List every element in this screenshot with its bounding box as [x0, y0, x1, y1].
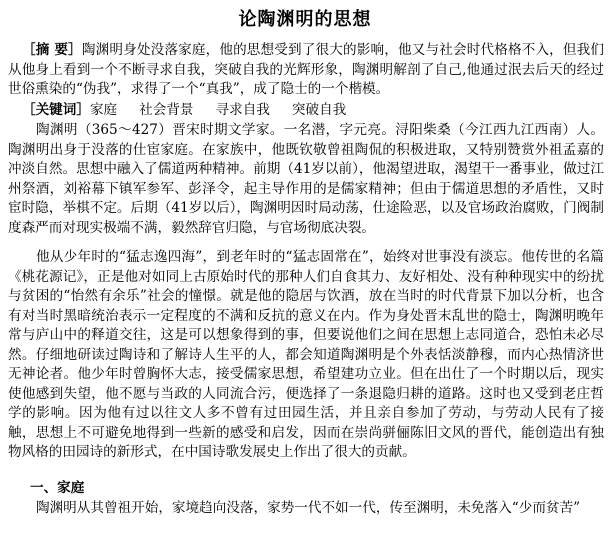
keywords-line: [22, 101, 602, 121]
body-paragraph: 陶渊明（365～427）晋宋时期文学家。一名潜，字元亮。浔阳柴桑（今江西九江西南）人。陶渊明出身于没落的仕宦家庭。在家族中，他既钦敬曾祖陶侃的积极进取，又特别赞赏外祖孟嘉的冲淡自然。思想中融入了儒道两种精神。前期（41岁以前），他渴望进取，渴望干一番事业，做过江州祭酒，刘裕幕下镇军参军、彭泽令，起主导作用的是儒家精神；但由于儒道思想的矛盾性，又时宦时隐，举棋不定。后期（41岁以后），陶渊明因时局动荡，仕途险恶，以及官场政治腐败，门阀制度森严而对现实极端不满，毅然辞官归隐，与官场彻底决裂。: [8, 122, 604, 236]
keyword-item: 寻求自我: [215, 102, 270, 118]
body-paragraph: 他从少年时的“猛志逸四海”，到老年时的“猛志固常在”，始终对世事没有淡忘。他传世的名篇《桃花源记》，正是他对如同上古原始时代的那种人们自食其力、友好相处、没有种种现实中的纷扰与贫困的“怡然有余乐”社会的憧憬。就是他的隐居与饮酒，放在当时的时代背景下加以分析，也含有对当时黑暗统治表示一定程度的不满和反抗的意义在内。作为身处晋末乱世的隐士，陶渊明晚年常与庐山中的释道交往，这是可以想象得到的事，但要说他们之间在思想上志同道合，恐怕未必尽然。仔细地研读过陶诗和了解诗人生平的人，都会知道陶渊明是个外表恬淡静穆，而内心热情济世无神论者。他少年时曾胸怀大志，接受儒家思想，希望建功立业。但在出仕了一个时期以后，现实使他感到失望，他不愿与当政的人同流合污，便选择了一条退隐归耕的道路。这时也又受到老庄哲学的影响。因为他有过以往文人多不曾有过田园生活，并且亲自参加了劳动，与劳动人民有了接触，思想上不可避免地得到一些新的感受和启发，因而在崇尚骈俪陈旧文风的晋代，能创造出有独物风格的田园诗的新形式，在中国诗歌发展史上作出了很大的贡献。: [8, 249, 604, 460]
abstract-paragraph: [8, 41, 604, 100]
keyword-item: 突破自我: [291, 102, 347, 118]
keyword-item: 社会背景: [139, 102, 194, 118]
abstract-text: 陶渊明身处没落家庭，他的思想受到了很大的影响，他又与社会时代格格不入，但我们从他身上看到一个不断寻求自我，突破自我的光辉形象，陶渊明解剖了自己,他通过泯去后天的经过世俗熏染的“伪我”，求得了一个“真我”，成了隐士的一个楷模。: [8, 42, 605, 97]
section-paragraph: 陶渊明从其曾祖开始，家境趋向没落，家势一代不如一代，传至渊明，未免落入“少而贫苦”: [36, 500, 581, 516]
section-heading: 一、家庭: [30, 480, 85, 496]
document-title: 论陶渊明的思想: [238, 9, 372, 30]
keywords-label: ［关键词］: [22, 102, 90, 118]
keyword-item: 家庭: [89, 102, 118, 118]
abstract-label: ［摘 要］: [22, 42, 82, 58]
